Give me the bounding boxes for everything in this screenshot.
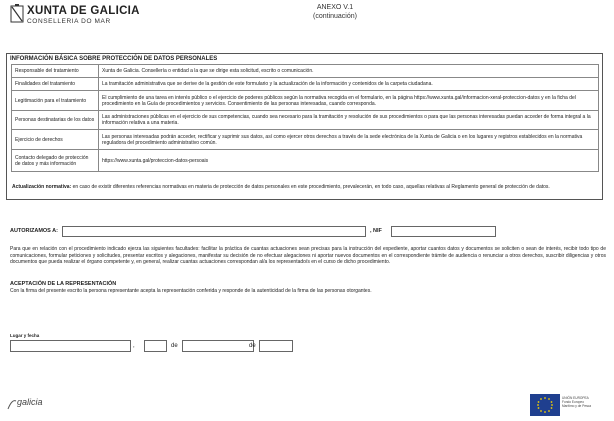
representative-name-field[interactable] [62,226,366,237]
place-field[interactable] [10,340,131,352]
row-label: Responsable del tratamiento [12,65,99,78]
table-row [12,65,599,78]
annex-continuation: (continuación) [313,13,357,20]
de-separator: de [171,343,178,349]
row-label: Ejercicio de derechos [12,130,99,150]
galicia-logo [6,397,56,411]
galicia-wordmark: galicia [17,397,43,407]
month-field[interactable] [182,340,254,352]
eu-line: Fondo Europeo [562,400,584,404]
eu-funding-text [562,396,591,408]
data-protection-title: INFORMACIÓN BÁSICA SOBRE PROTECCIÓN DE DATOS PERSONALES [10,56,218,62]
data-protection-box [6,53,603,200]
table-row [12,91,599,111]
xunta-logo [10,4,170,28]
eu-funding-logo [530,394,606,416]
xunta-shield-icon [10,4,24,24]
year-field[interactable] [259,340,293,352]
normative-update-note [12,184,597,190]
data-protection-table [11,64,599,172]
normative-update-text: en caso de existir diferentes referencias normativas en materia de protección de datos personales en este procedimiento, prevalecerán, en todo caso, aquellas relativas al Reglamento general de protección de datos. [71,184,550,190]
row-label: Legitimación para el tratamiento [12,91,99,111]
annex-title: ANEXO V.1 [316,4,354,11]
row-label: Finalidades del tratamiento [12,78,99,91]
normative-update-label: Actualización normativa: [12,184,72,190]
logo-title: XUNTA DE GALICIA [27,5,140,17]
acceptance-text: Con la firma del presente escrito la persona representante acepta la representación conferida y responde de la autenticidad de la firma de las personas otorgantes. [10,288,372,294]
table-row [12,150,599,172]
powers-paragraph: Para que en relación con el procedimiento indicado ejerza las siguientes facultades: facilitar la práctica de cuantas actuaciones sean precisas para la instrucción del expediente, aportar cuantos datos y documentos se soliciten o sean de interés, recibir todo tipo de comunicaciones, formular peticiones y solicitudes, presentar escritos y alegaciones, manifestar su decisión de no efectuar alegaciones ni aportar nuevos documentos en el correspondiente trámite de audiencia o renunciar a otros derechos, suscribir diligencias y otros documentos que pueda realizar el órgano competente y, en general, realizar cuantas actuaciones correspondan al/a los representado/s en el curso de dicho procedimiento. [10,246,606,266]
place-date-label: Lugar y fecha [10,333,40,338]
eu-line: Marítimo y de Pesca [562,404,592,408]
table-row [12,130,599,150]
acceptance-title: ACEPTACIÓN DE LA REPRESENTACIÓN [10,281,117,287]
row-value: Las personas interesadas podrán acceder, rectificar y suprimir sus datos, así como ejercer otros derechos a través de la sede electrónica de la Xunta de Galicia o en los lugares y registros establecidos en la normativa reguladora del procedimiento administrativo común. [99,130,599,150]
eu-flag-icon [530,394,560,416]
row-value: Las administraciones públicas en el ejercicio de sus competencias, cuando sea necesario para la tramitación y resolución de sus procedimientos o para que las personas interesadas puedan acceder de forma integral a la información relativa a una materia. [99,111,599,130]
logo-subtitle: CONSELLERIA DO MAR [27,18,111,25]
table-row [12,78,599,91]
annex-header [275,3,395,21]
nif-label: , NIF [370,228,382,234]
eu-line: UNIÓN EUROPEA [562,396,589,400]
row-label: Personas destinatarias de los datos [12,111,99,130]
day-field[interactable] [144,340,167,352]
row-value: El cumplimiento de una tarea en interés público o el ejercicio de poderes públicos según la normativa recogida en el formulario, en la página https://www.xunta.gal/informacion-xeral-proteccion-datos y en la ficha del procedimiento en la Guía de procedimientos y servicios. Consentimiento de las personas interesadas, cuando corresponda. [99,91,599,111]
row-value: Xunta de Galicia. Consellería o entidad a la que se dirige esta solicitud, escrito o comunicación. [99,65,599,78]
comma-separator: , [133,343,135,349]
autorizamos-label: AUTORIZAMOS A: [10,228,58,234]
de-separator: de [249,343,256,349]
row-value: https://www.xunta.gal/proteccion-datos-persoais [99,150,599,172]
row-value: La tramitación administrativa que se derive de la gestión de este formulario y la actualización de la información y contenidos de la carpeta ciudadana. [99,78,599,91]
row-label: Contacto delegado de protección de datos y más información [12,150,99,172]
table-row [12,111,599,130]
nif-field[interactable] [391,226,496,237]
